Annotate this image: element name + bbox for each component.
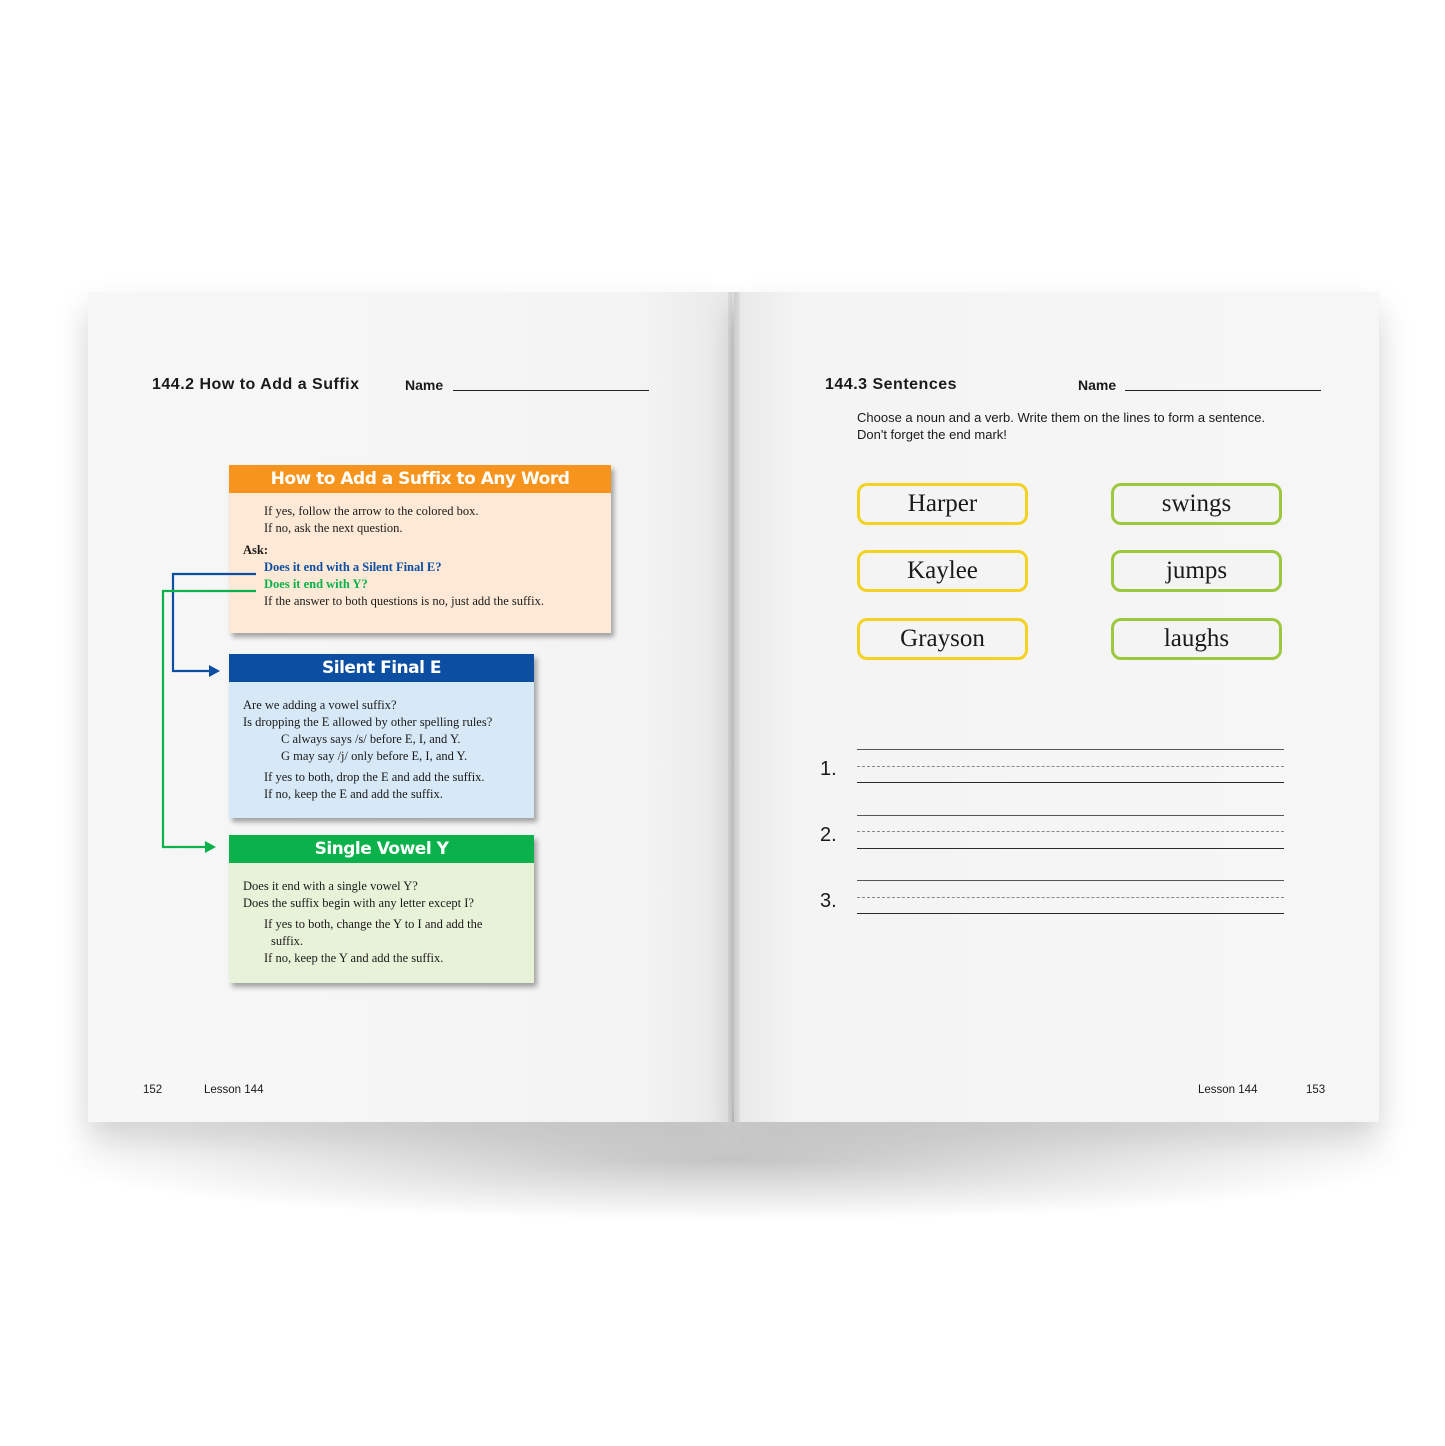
left-name-label: Name	[405, 377, 444, 393]
noun-box-kaylee: Kaylee	[857, 550, 1028, 592]
writing-line-1-top	[857, 749, 1284, 750]
silent-final-e-header: Silent Final E	[229, 654, 534, 682]
line-number-3: 3.	[820, 890, 837, 912]
silent-e-line-4: G may say /j/ only before E, I, and Y.	[281, 749, 468, 763]
silent-e-line-5: If yes to both, drop the E and add the suffix.	[264, 770, 485, 784]
left-page-title: 144.2 How to Add a Suffix	[152, 376, 360, 393]
blue-arrow-line	[173, 574, 256, 671]
blue-arrow-head	[209, 665, 220, 677]
vowel-y-line-2: Does the suffix begin with any letter except I?	[243, 896, 474, 910]
single-vowel-y-header: Single Vowel Y	[229, 835, 534, 863]
silent-e-line-3: C always says /s/ before E, I, and Y.	[281, 732, 461, 746]
left-page-number: 152	[143, 1084, 163, 1096]
writing-line-1-base[interactable]	[857, 782, 1284, 783]
vowel-y-line-3: If yes to both, change the Y to I and add the	[264, 917, 483, 931]
right-name-line	[1125, 390, 1321, 391]
noun-box-grayson: Grayson	[857, 618, 1028, 660]
green-arrow-line	[163, 591, 256, 847]
left-lesson-label: Lesson 144	[204, 1084, 264, 1096]
main-line-2: If no, ask the next question.	[264, 521, 403, 535]
ask-label: Ask:	[243, 543, 269, 557]
writing-line-3-base[interactable]	[857, 913, 1284, 914]
main-line-1: If yes, follow the arrow to the colored box.	[264, 504, 479, 518]
silent-e-line-6: If no, keep the E and add the suffix.	[264, 787, 443, 801]
writing-line-2-top	[857, 815, 1284, 816]
instruction-line-2: Don't forget the end mark!	[857, 427, 1007, 442]
question-y: Does it end with Y?	[264, 577, 368, 591]
vowel-y-line-1: Does it end with a single vowel Y?	[243, 879, 418, 893]
verb-box-laughs: laughs	[1111, 618, 1282, 660]
writing-line-2-mid	[857, 831, 1284, 832]
right-page-title: 144.3 Sentences	[825, 376, 958, 393]
writing-line-3-mid	[857, 897, 1284, 898]
question-silent-e: Does it end with a Silent Final E?	[264, 560, 442, 574]
silent-e-line-2: Is dropping the E allowed by other spelling rules?	[243, 715, 493, 729]
line-number-1: 1.	[820, 758, 837, 780]
right-page-number: 153	[1306, 1084, 1326, 1096]
vowel-y-line-4: suffix.	[271, 934, 304, 948]
noun-box-harper: Harper	[857, 483, 1028, 525]
main-rule-header: How to Add a Suffix to Any Word	[229, 465, 611, 493]
verb-box-swings: swings	[1111, 483, 1282, 525]
instruction-line-1: Choose a noun and a verb. Write them on the lines to form a sentence.	[857, 410, 1266, 425]
writing-line-2-base[interactable]	[857, 848, 1284, 849]
writing-line-3-top	[857, 880, 1284, 881]
writing-line-1-mid	[857, 766, 1284, 767]
verb-box-jumps: jumps	[1111, 550, 1282, 592]
right-lesson-label: Lesson 144	[1198, 1084, 1258, 1096]
main-line-3: If the answer to both questions is no, just add the suffix.	[264, 594, 544, 608]
silent-e-line-1: Are we adding a vowel suffix?	[243, 698, 397, 712]
green-arrow-head	[205, 841, 216, 853]
line-number-2: 2.	[820, 824, 837, 846]
right-name-label: Name	[1078, 377, 1117, 393]
vowel-y-line-5: If no, keep the Y and add the suffix.	[264, 951, 444, 965]
